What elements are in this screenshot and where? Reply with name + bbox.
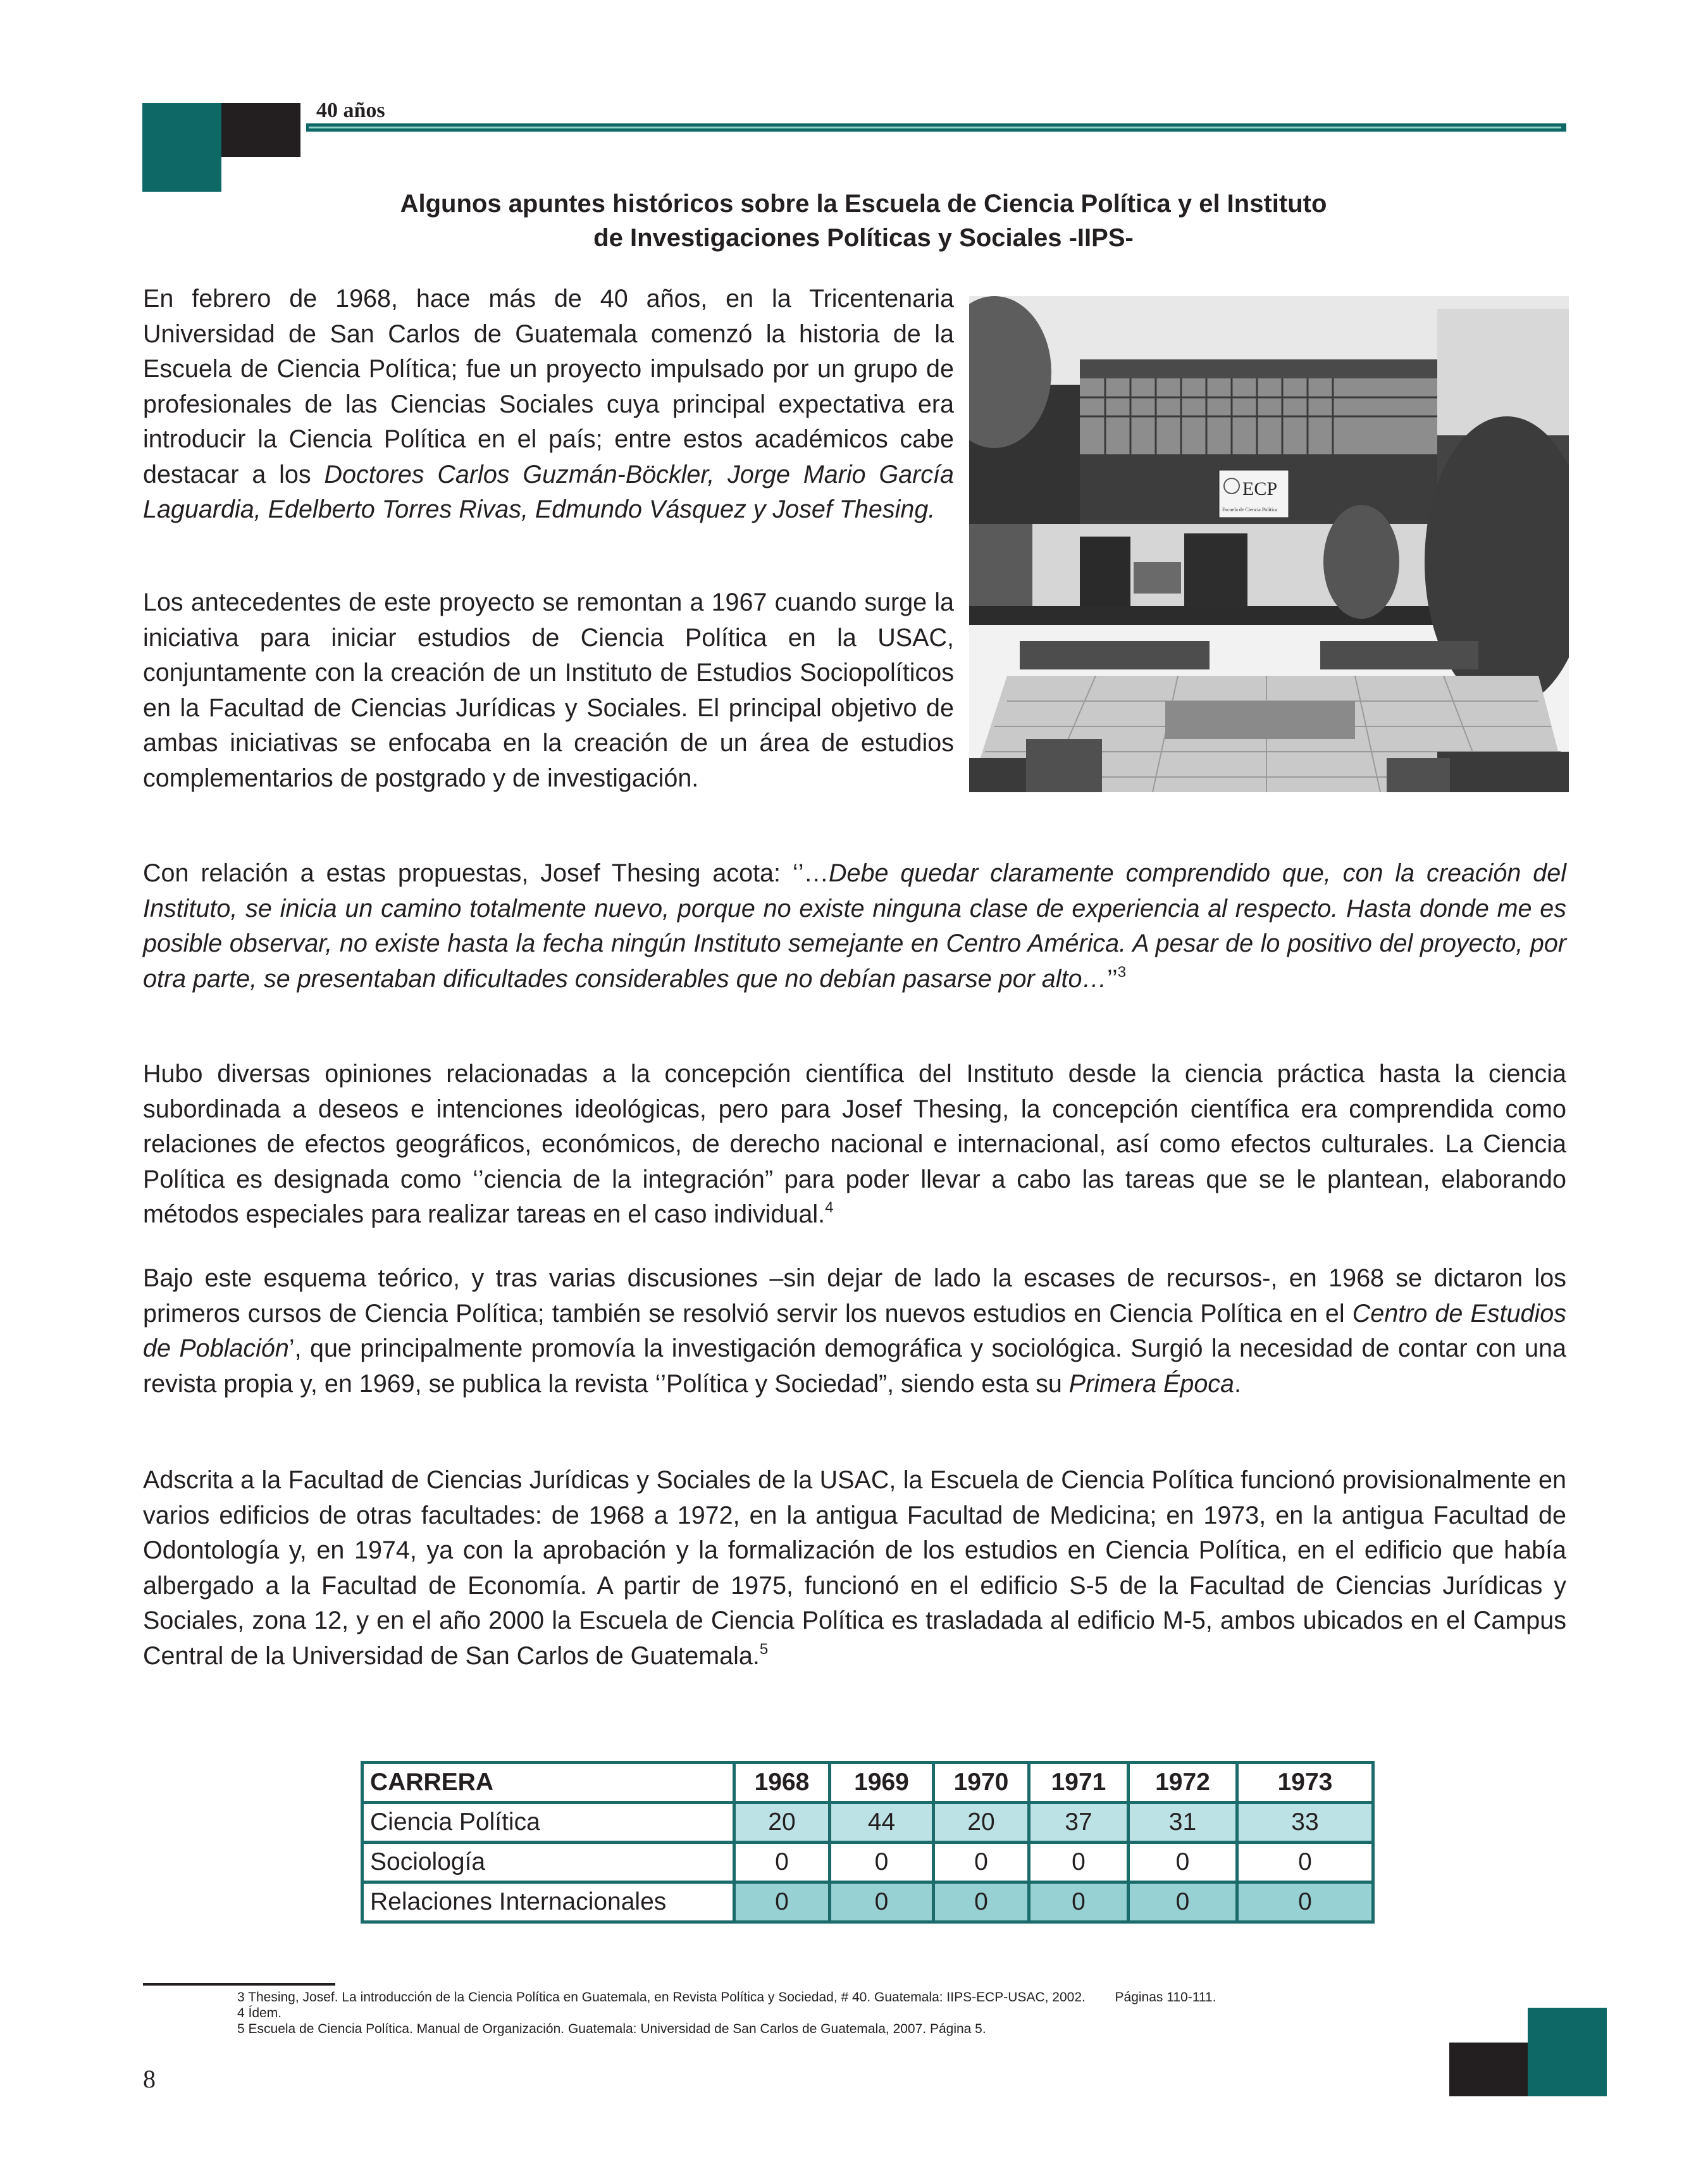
footer-black-block (1449, 2043, 1528, 2096)
footer-teal-block (1528, 2008, 1607, 2096)
p6-text: Adscrita a la Facultad de Ciencias Jurídicas y Sociales de la USAC, la Escuela de Ciencia Política funcionó provisionalmente en varios edificios de otras facultades: de 1968 a 1972, en la antigua Facultad de Medicina; en 1973, en la antigua Facultad de Odontología y, en 1974, ya con la aprobación y la formalización de los estudios en Ciencia Política, en el edificio que había albergado a la Facultad de Economía. A partir de 1975, funcionó en el edificio S-5 de la Facultad de Ciencias Jurídicas y Sociales, zona 12, y en el año 2000 la Escuela de Ciencia Política es trasladada al edificio M-5, ambos ubicados en el Campus Central de la Universidad de San Carlos de Guatemala. (143, 1466, 1566, 1670)
header-teal-block (142, 103, 221, 192)
cell: 0 (934, 1843, 1029, 1882)
cell: 33 (1237, 1803, 1373, 1843)
cell: 0 (830, 1843, 934, 1882)
header-1972: 1972 (1129, 1763, 1237, 1803)
cell: 0 (830, 1882, 934, 1922)
paragraph-1 (143, 282, 954, 528)
p4-text: Hubo diversas opiniones relacionadas a la concepción científica del Instituto desde la ciencia práctica hasta la ciencia subordinada a deseos e intenciones ideológicas, pero para Josef Thesing, la concepción científica era comprendida como relaciones de efectos geográficos, económicos, de derecho nacional e internacional, así como efectos culturales. La Ciencia Política es designada como ‘’ciencia de la integración” para poder llevar a cabo las tareas que se le plantean, elaborando métodos especiales para realizar tareas en el caso individual. (143, 1060, 1566, 1228)
article-title (127, 187, 1600, 255)
cell: 0 (1237, 1843, 1373, 1882)
photo-image (969, 296, 1569, 792)
paragraph-2: Los antecedentes de este proyecto se remontan a 1967 cuando surge la iniciativa para iniciar estudios de Ciencia Política en la USAC, conjuntamente con la creación de un Instituto de Estudios Sociopolíticos en la Facultad de Ciencias Jurídicas y Sociales. El principal objetivo de ambas iniciativas se enfocaba en la creación de un área de estudios complementarios de postgrado y de investigación. (143, 588, 954, 792)
p5-part-1: Bajo este esquema teórico, y tras varias discusiones –sin dejar de lado la escases de recursos-, en 1968 se dictaron los primeros cursos de Ciencia Política; también se resolvió servir los nuevos estudios en Ciencia Política en el (143, 1264, 1566, 1328)
cell: 37 (1029, 1803, 1129, 1843)
row-label: Ciencia Política (362, 1803, 734, 1843)
paragraph-5 (143, 1261, 1566, 1402)
cell: 20 (934, 1803, 1029, 1843)
footnote-ref-3[interactable]: 3 (1117, 963, 1127, 981)
cell: 0 (1029, 1882, 1129, 1922)
cell: 0 (1129, 1882, 1237, 1922)
p5-italic-epoca: Primera Época (1068, 1369, 1235, 1398)
header-black-block (221, 103, 300, 157)
header-1970: 1970 (934, 1763, 1029, 1803)
cell: 31 (1129, 1803, 1237, 1843)
title-line-1: Algunos apuntes históricos sobre la Escuela de Ciencia Política y el Instituto (400, 190, 1327, 218)
p5-part-3: . (1234, 1369, 1241, 1398)
cell: 20 (734, 1803, 830, 1843)
header-1969: 1969 (830, 1763, 934, 1803)
table-row (362, 1803, 1373, 1843)
header-1971: 1971 (1029, 1763, 1129, 1803)
svg-text:ECP: ECP (1242, 478, 1278, 499)
p3-lead: Con relación a estas propuestas, Josef Thesing acota: ‘’… (143, 859, 829, 887)
footnote-4: 4 Ídem. (237, 2006, 282, 2020)
p3-close-quote: ’’ (1106, 964, 1118, 993)
p1-italic-names: Doctores Carlos Guzmán-Böckler, Jorge Mario García Laguardia, Edelberto Torres Rivas, Edmundo Vásquez y Josef Thesing. (143, 460, 954, 523)
p3-quote: Debe quedar claramente comprendido que, con la creación del Instituto, se inicia un camino totalmente nuevo, porque no existe ninguna clase de experiencia al respecto. Hasta donde me es posible observar, no existe hasta la fecha ningún Instituto semejante en Centro América. A pesar de lo positivo del proyecto, por otra parte, se presentaban dificultades considerables que no debían pasarse por alto… (143, 859, 1567, 993)
paragraph-3-quote (143, 856, 1566, 997)
header-1973: 1973 (1237, 1763, 1373, 1803)
footnote-3: 3 Thesing, Josef. La introducción de la Ciencia Política en Guatemala, en Revista Política y Sociedad, # 40. Guatemala: IIPS-ECP-USAC, 2002. Páginas 110-111. (237, 1990, 1216, 2005)
cell: 0 (1129, 1843, 1237, 1882)
p1-text: En febrero de 1968, hace más de 40 años, en la Tricentenaria Universidad de San Carlos de Guatemala comenzó la historia de la Escuela de Ciencia Política; fue un proyecto impulsado por un grupo de profesionales de las Ciencias Sociales cuya principal expectativa era introducir la Ciencia Política en el país; entre estos académicos cabe destacar a los (143, 285, 954, 488)
footnotes (237, 1989, 1502, 2037)
row-label: Sociología (362, 1843, 734, 1882)
page-number: 8 (143, 2065, 156, 2093)
header-carrera: CARRERA (362, 1763, 734, 1803)
p5-italic-centro: Centro de Estudios de Población (143, 1299, 1566, 1362)
footnote-ref-5[interactable]: 5 (759, 1640, 769, 1658)
paragraph-4 (143, 1057, 1566, 1233)
cell: 44 (830, 1803, 934, 1843)
cell: 0 (734, 1843, 830, 1882)
table-row (362, 1843, 1373, 1882)
cell: 0 (1237, 1882, 1373, 1922)
cell: 0 (1029, 1843, 1129, 1882)
cell: 0 (934, 1882, 1029, 1922)
footnote-ref-4[interactable]: 4 (825, 1199, 834, 1216)
footnote-divider (143, 1983, 335, 1986)
row-label: Relaciones Internacionales (362, 1882, 734, 1922)
running-header: 40 años (316, 99, 385, 122)
header-1968: 1968 (734, 1763, 830, 1803)
p5-part-2: ’, que principalmente promovía la investigación demográfica y sociológica. Surgió la necesidad de contar con una revista propia y, en 1969, se publica la revista ‘’Política y Sociedad”, siendo esta su (143, 1334, 1566, 1398)
enrollment-table (361, 1761, 1375, 1924)
cell: 0 (734, 1882, 830, 1922)
title-line-2: de Investigaciones Políticas y Sociales -IIPS- (593, 224, 1134, 252)
paragraph-6 (143, 1463, 1566, 1674)
footnote-5: 5 Escuela de Ciencia Política. Manual de Organización. Guatemala: Universidad de San Carlos de Guatemala, 2007. Página 5. (237, 2022, 986, 2036)
table-row (362, 1882, 1373, 1922)
courtyard-photo (969, 296, 1569, 792)
svg-text:Escuela de Ciencia Política: Escuela de Ciencia Política (1222, 507, 1278, 513)
header-rule (306, 123, 1566, 132)
table-header-row (362, 1763, 1373, 1803)
